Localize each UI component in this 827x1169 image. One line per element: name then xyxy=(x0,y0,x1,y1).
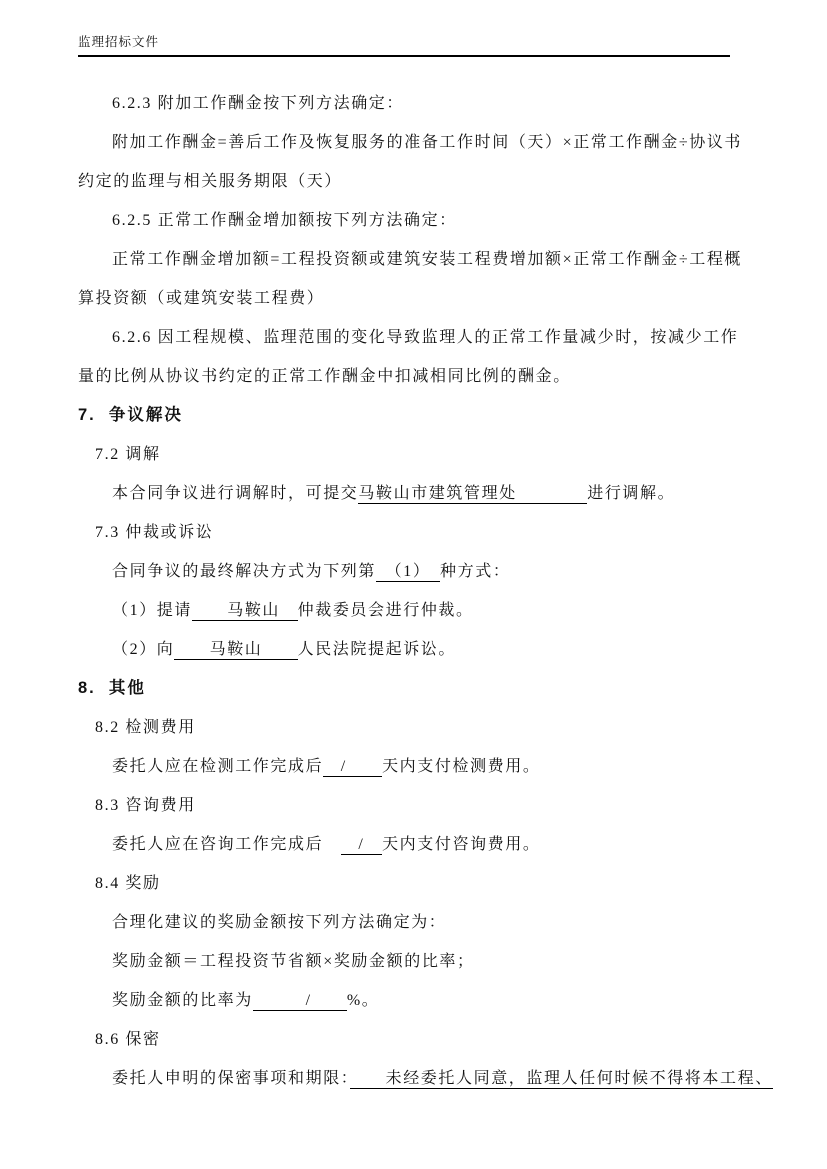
text-line xyxy=(78,318,768,357)
text-line xyxy=(78,1020,768,1059)
text-segment: 6.2.3 附加工作酬金按下列方法确定： xyxy=(112,95,405,112)
text-line xyxy=(78,84,768,123)
text-segment: 6.2.6 因工程规模、监理范围的变化导致监理人的正常工作量减少时，按减少工作 xyxy=(112,329,739,346)
text-segment: （2）向 xyxy=(112,641,175,658)
text-line xyxy=(78,162,768,201)
text-segment: 7.3 仲裁或诉讼 xyxy=(95,524,214,541)
text-segment: 天内支付咨询费用。 xyxy=(382,836,541,853)
text-segment: %。 xyxy=(346,992,380,1009)
fill-in-blank: 马鞍山 xyxy=(192,602,298,619)
text-segment: （1）提请 xyxy=(112,602,193,619)
text-line xyxy=(78,903,768,942)
text-segment xyxy=(323,836,341,853)
text-segment: 奖励金额的比率为 xyxy=(112,992,253,1009)
section-heading xyxy=(78,396,768,435)
fill-in-blank: / xyxy=(252,992,347,1009)
text-segment: 8. 其他 xyxy=(78,679,146,697)
fill-in-blank: 马鞍山 xyxy=(174,641,298,658)
text-segment: 委托人应在咨询工作完成后 xyxy=(112,836,324,853)
text-segment: 8.6 保密 xyxy=(95,1031,161,1048)
document-body xyxy=(78,84,773,1098)
page-header-title: 监理招标文件 xyxy=(78,35,160,49)
text-line xyxy=(78,201,768,240)
text-line xyxy=(78,435,768,474)
text-line xyxy=(78,630,768,669)
text-line xyxy=(78,708,768,747)
text-line xyxy=(78,864,768,903)
text-line xyxy=(78,747,768,786)
text-segment: 8.4 奖励 xyxy=(95,875,161,892)
text-segment: 奖励金额＝工程投资节省额×奖励金额的比率； xyxy=(112,953,475,970)
text-segment: 合理化建议的奖励金额按下列方法确定为： xyxy=(112,914,447,931)
page-header xyxy=(78,32,730,57)
text-segment: 合同争议的最终解决方式为下列第 xyxy=(112,563,377,580)
text-segment: 种方式： xyxy=(440,563,511,580)
text-line xyxy=(78,474,768,513)
text-segment: 委托人申明的保密事项和期限： xyxy=(112,1070,351,1087)
text-line xyxy=(78,240,768,279)
text-segment: 人民法院提起诉讼。 xyxy=(297,641,457,658)
fill-in-blank: 未经委托人同意，监理人任何时候不得将本工程、 xyxy=(350,1070,773,1087)
fill-in-blank: / xyxy=(340,836,383,853)
text-line xyxy=(78,552,768,591)
text-line xyxy=(78,123,768,162)
text-line xyxy=(78,942,768,981)
text-segment: 仲裁委员会进行仲裁。 xyxy=(297,602,474,619)
text-segment: 7. 争议解决 xyxy=(78,406,183,424)
text-line xyxy=(78,513,768,552)
text-segment: 附加工作酬金=善后工作及恢复服务的准备工作时间（天）×正常工作酬金÷协议书 xyxy=(112,134,743,151)
text-segment: 约定的监理与相关服务期限（天） xyxy=(78,173,343,190)
text-segment: 6.2.5 正常工作酬金增加额按下列方法确定： xyxy=(112,212,457,229)
text-segment: 7.2 调解 xyxy=(95,446,161,463)
text-segment: 委托人应在检测工作完成后 xyxy=(112,758,324,775)
text-line xyxy=(78,357,768,396)
text-segment: 8.2 检测费用 xyxy=(95,719,196,736)
fill-in-blank: 马鞍山市建筑管理处 xyxy=(358,485,588,502)
section-heading xyxy=(78,669,768,708)
fill-in-blank: / xyxy=(323,758,383,775)
text-segment: 量的比例从协议书约定的正常工作酬金中扣减相同比例的酬金。 xyxy=(78,368,571,385)
fill-in-blank: （1） xyxy=(376,563,441,580)
text-segment: 本合同争议进行调解时，可提交 xyxy=(112,485,359,502)
text-line xyxy=(78,1059,773,1098)
text-line xyxy=(78,825,768,864)
text-segment: 进行调解。 xyxy=(587,485,676,502)
text-line xyxy=(78,786,768,825)
text-line xyxy=(78,279,768,318)
text-line xyxy=(78,981,768,1020)
text-segment: 天内支付检测费用。 xyxy=(382,758,541,775)
text-line xyxy=(78,591,768,630)
text-segment: 正常工作酬金增加额=工程投资额或建筑安装工程费增加额×正常工作酬金÷工程概 xyxy=(112,251,743,268)
text-segment: 算投资额（或建筑安装工程费） xyxy=(78,290,325,307)
text-segment: 8.3 咨询费用 xyxy=(95,797,196,814)
